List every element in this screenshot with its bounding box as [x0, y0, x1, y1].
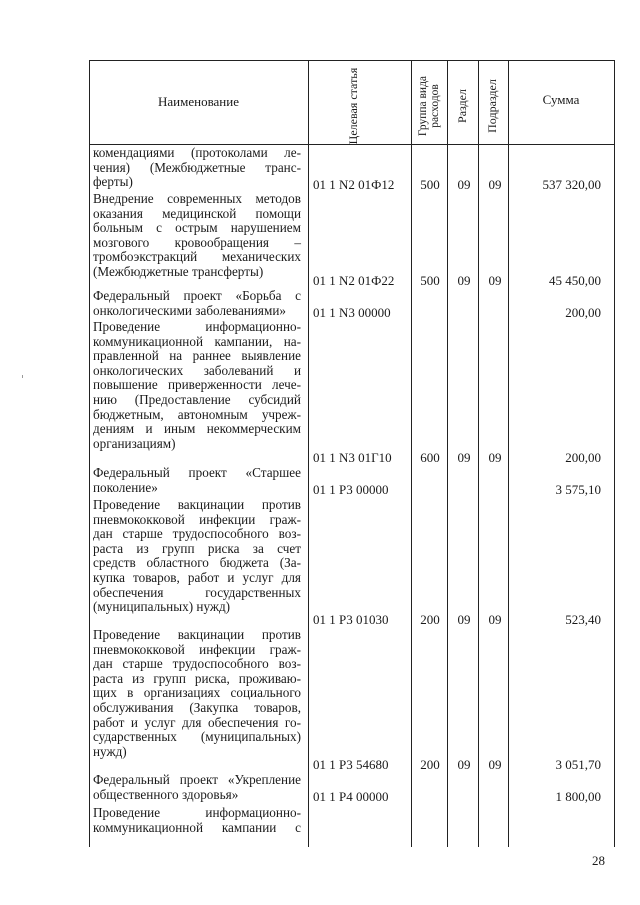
row-subsection: 09	[488, 177, 502, 192]
text-line: дан старше трудоспособного воз-	[93, 656, 301, 672]
text-line: Проведение вакцинации против	[93, 497, 301, 512]
text-line: (Межбюджетные трансферты)	[93, 263, 264, 279]
text-line: правленной на раннее выявление	[93, 348, 301, 364]
text-line: пневмококковой инфекции граж-	[93, 511, 301, 527]
text-line: мозгового кровообращения –	[93, 234, 301, 250]
header-subsection: Подраздел	[485, 79, 499, 133]
row-name	[93, 806, 301, 835]
row-group: 500	[420, 177, 440, 192]
text-line: пневмококковой инфекции граж-	[93, 641, 301, 657]
row-sum: 200,00	[565, 450, 601, 465]
row-target-code: 01 1 N2 01Ф22	[313, 273, 395, 288]
text-line: больным с острым нарушением	[93, 220, 301, 236]
row-sum: 537 320,00	[542, 177, 601, 192]
text-line: общественного здоровья»	[93, 786, 239, 802]
text-line: онкологических заболеваний и	[93, 362, 301, 378]
text-line: Проведение вакцинации против	[93, 627, 301, 642]
page-number: 28	[592, 853, 605, 868]
text-line: коммуникационной кампании, на-	[93, 333, 301, 349]
row-name	[93, 192, 301, 280]
text-line: раста из групп риска, проживаю-	[93, 670, 301, 686]
budget-table	[89, 60, 615, 847]
row-group: 200	[420, 757, 440, 772]
row-section: 09	[457, 612, 471, 627]
row-target-code: 01 1 P4 00000	[313, 789, 389, 804]
text-line: раста из групп риска за счет	[93, 540, 301, 556]
column-divider	[478, 60, 479, 847]
row-section: 09	[457, 757, 471, 772]
row-sum: 200,00	[565, 305, 601, 320]
text-line: оказания медицинской помощи	[93, 205, 301, 221]
column-divider	[447, 60, 448, 847]
row-group: 500	[420, 273, 440, 288]
row-sum: 45 450,00	[549, 273, 601, 288]
text-line: коммуникационной кампании с	[93, 819, 301, 835]
row-section: 09	[457, 450, 471, 465]
text-line: Федеральный проект «Старшее	[93, 465, 301, 480]
margin-mark	[22, 375, 23, 378]
text-line: ферты)	[93, 174, 133, 190]
text-line: дениям и иным некоммерческим	[93, 421, 301, 437]
row-name	[93, 498, 301, 615]
text-line: Проведение информационно-	[93, 319, 301, 334]
text-line: купка товаров, работ и услуг для	[93, 569, 301, 585]
row-sum: 1 800,00	[555, 789, 601, 804]
row-subsection: 09	[488, 273, 502, 288]
table-border-right	[614, 60, 615, 847]
text-line: Федеральный проект «Борьба с	[93, 288, 301, 303]
row-name	[93, 628, 301, 759]
text-line: бюджетным, автономным учреж-	[93, 406, 301, 422]
row-subsection: 09	[488, 450, 502, 465]
row-target-code: 01 1 N3 00000	[313, 305, 391, 320]
row-name	[93, 320, 301, 451]
header-section: Раздел	[455, 89, 469, 123]
row-name	[93, 773, 301, 802]
header-group: Группа вида расходов	[417, 75, 441, 137]
text-line: чения) (Межбюджетные транс-	[93, 159, 301, 175]
row-subsection: 09	[488, 757, 502, 772]
row-section: 09	[457, 177, 471, 192]
table-border-left	[89, 60, 90, 847]
row-target-code: 01 1 P3 00000	[313, 482, 389, 497]
row-section: 09	[457, 273, 471, 288]
row-sum: 523,40	[565, 612, 601, 627]
row-sum: 3 051,70	[555, 757, 601, 772]
text-line: обслуживания (Закупка товаров,	[93, 699, 301, 715]
row-group: 600	[420, 450, 440, 465]
header-target: Целевая статья	[346, 67, 360, 145]
row-subsection: 09	[488, 612, 502, 627]
table-border-top	[89, 60, 615, 61]
text-line: дан старше трудоспособного воз-	[93, 526, 301, 542]
row-name	[93, 146, 301, 190]
text-line: Федеральный проект «Укрепление	[93, 772, 301, 787]
text-line: поколение»	[93, 479, 158, 495]
text-line: тромбоэкстракций механических	[93, 249, 301, 265]
text-line: повышение приверженности лече-	[93, 377, 301, 393]
text-line: (муниципальных) нужд)	[93, 599, 231, 615]
text-line: организациям)	[93, 435, 176, 451]
header-name: Наименование	[158, 94, 239, 109]
row-target-code: 01 1 P3 54680	[313, 757, 389, 772]
text-line: онкологическими заболеваниями»	[93, 302, 286, 318]
text-line: щих в организациях социального	[93, 685, 301, 701]
text-line: работ и услуг для обеспечения го-	[93, 714, 301, 730]
text-line: нию (Предоставление субсидий	[93, 391, 301, 407]
row-target-code: 01 1 N2 01Ф12	[313, 177, 395, 192]
text-line: нужд)	[93, 743, 127, 759]
text-line: обеспечения государственных	[93, 584, 301, 600]
row-name	[93, 289, 301, 318]
header-sum: Сумма	[542, 92, 580, 107]
row-sum: 3 575,10	[555, 482, 601, 497]
text-line: комендациями (протоколами ле-	[93, 145, 301, 160]
row-group: 200	[420, 612, 440, 627]
row-target-code: 01 1 N3 01Г10	[313, 450, 392, 465]
text-line: средств областного бюджета (За-	[93, 555, 301, 571]
text-line: сударственных (муниципальных)	[93, 729, 301, 745]
row-target-code: 01 1 P3 01030	[313, 612, 389, 627]
row-name	[93, 466, 301, 495]
text-line: Проведение информационно-	[93, 805, 301, 820]
column-divider	[411, 60, 412, 847]
column-divider	[308, 60, 309, 847]
text-line: Внедрение современных методов	[93, 191, 301, 206]
